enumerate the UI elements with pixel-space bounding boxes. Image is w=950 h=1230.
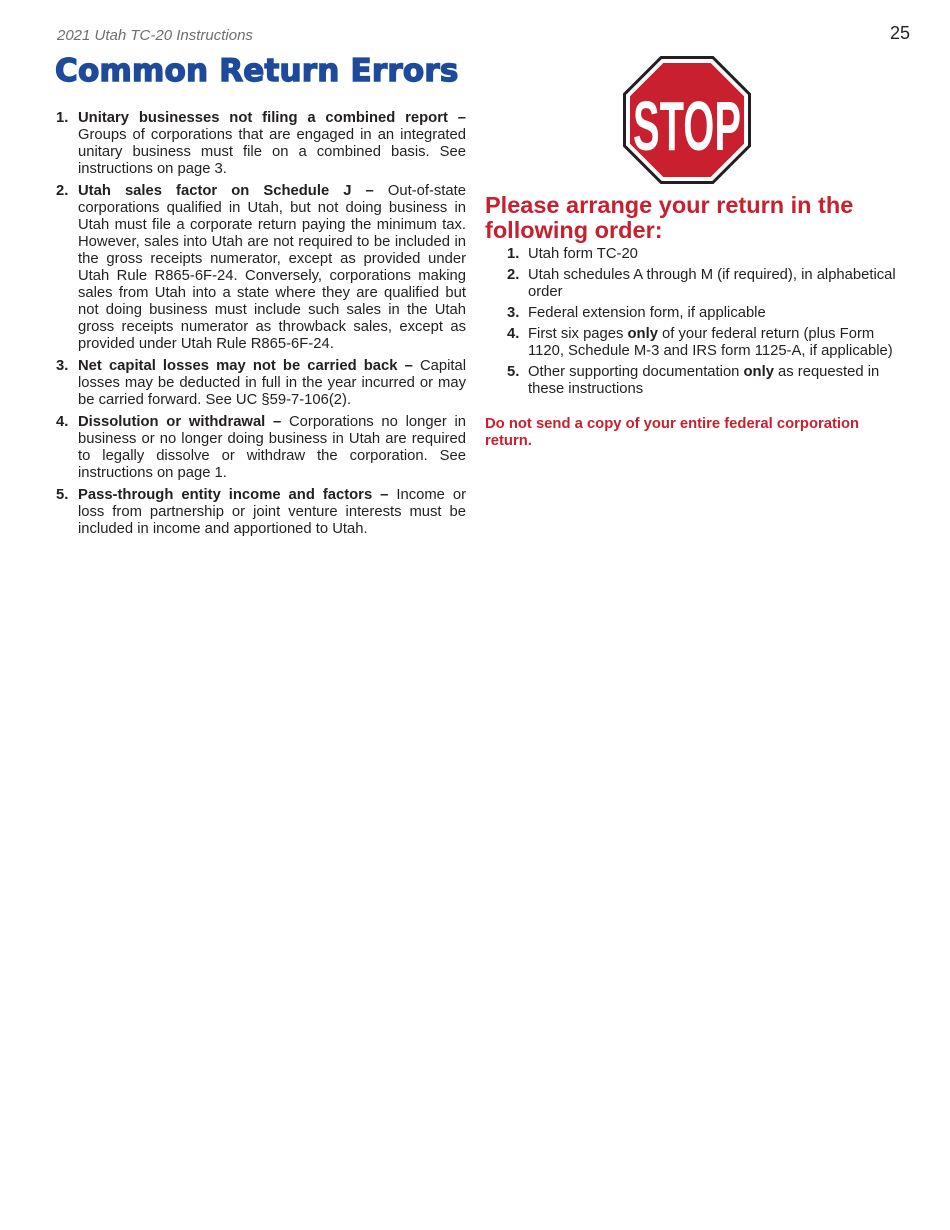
error-item-heading: Utah sales factor on Schedule J – xyxy=(78,183,374,199)
order-item-text: First six pages xyxy=(528,326,628,342)
order-item-number: 5. xyxy=(507,364,520,380)
document-header-title: 2021 Utah TC-20 Instructions xyxy=(57,27,253,44)
error-item xyxy=(56,487,466,538)
order-item-text-continued: as requested in these instructions xyxy=(528,364,880,397)
order-item xyxy=(507,364,897,398)
return-order-heading: Please arrange your return in the following order: xyxy=(485,192,854,243)
common-errors-list xyxy=(56,110,466,538)
error-item-body: Corporations no longer in business or no longer doing business in Utah are required to legally dissolve or withdraw the corporation. See instructions on page 1. xyxy=(78,414,466,481)
error-item-heading: Unitary businesses not filing a combined report – xyxy=(78,110,466,126)
order-item xyxy=(507,246,897,263)
return-order-section xyxy=(485,193,897,450)
order-item xyxy=(507,267,897,301)
error-item-number: 5. xyxy=(56,487,69,503)
error-item-heading: Dissolution or withdrawal – xyxy=(78,414,282,430)
error-item-number: 2. xyxy=(56,183,69,199)
stop-sign-text: STOP xyxy=(633,88,741,166)
error-item xyxy=(56,414,466,482)
error-item-heading: Net capital losses may not be carried back – xyxy=(78,358,413,374)
order-item-text: Other supporting documentation xyxy=(528,364,744,380)
federal-copy-warning: Do not send a copy of your entire federal corporation return. xyxy=(485,416,860,449)
order-item-number: 1. xyxy=(507,246,520,262)
order-item-text: Federal extension form, if applicable xyxy=(528,305,766,321)
page-title: Common Return Errors xyxy=(55,53,459,89)
error-item-body: Groups of corporations that are engaged in an integrated unitary business must file on a combined basis. See instructions on page 3. xyxy=(78,127,466,177)
return-order-list xyxy=(485,246,897,398)
error-item xyxy=(56,358,466,409)
error-item xyxy=(56,110,466,178)
page-number: 25 xyxy=(889,23,910,43)
order-item xyxy=(507,305,897,322)
order-item-number: 4. xyxy=(507,326,520,342)
order-item-number: 2. xyxy=(507,267,520,283)
error-item-heading: Pass-through entity income and factors – xyxy=(78,487,389,503)
common-errors-section xyxy=(56,110,466,543)
order-item-text-continued: of your federal return (plus Form 1120, Schedule M-3 and IRS form 1125-A, if applicable) xyxy=(528,326,893,359)
order-item-text: Utah schedules A through M (if required), in alphabetical order xyxy=(528,267,896,300)
error-item-number: 4. xyxy=(56,414,69,430)
order-item-text: Utah form TC-20 xyxy=(528,246,638,262)
order-item-emphasis: only xyxy=(627,326,658,342)
stop-sign-icon xyxy=(623,56,751,184)
error-item-number: 1. xyxy=(56,110,69,126)
error-item-body: Capital losses may be deducted in full in the year incurred or may be carried forward. See UC §59-7-106(2). xyxy=(78,358,467,408)
order-item-number: 3. xyxy=(507,305,520,321)
error-item-body: Income or loss from partnership or joint venture interests must be included in income and apportioned to Utah. xyxy=(78,487,467,537)
error-item xyxy=(56,183,466,353)
error-item-number: 3. xyxy=(56,358,69,374)
error-item-body: Out-of-state corporations qualified in Utah, but not doing business in Utah must file a corporate return paying the minimum tax. However, sales into Utah are not required to be included in the gross receipts numerator, except as provided under Utah Rule R865-6F-24. Conversely, corporations making sales from Utah into a state where they are qualified but not doing business must include such sales in the Utah gross receipts numerator as throwback sales, except as provided under Utah Rule R865-6F-24. xyxy=(78,183,466,352)
order-item xyxy=(507,326,897,360)
order-item-emphasis: only xyxy=(743,364,774,380)
